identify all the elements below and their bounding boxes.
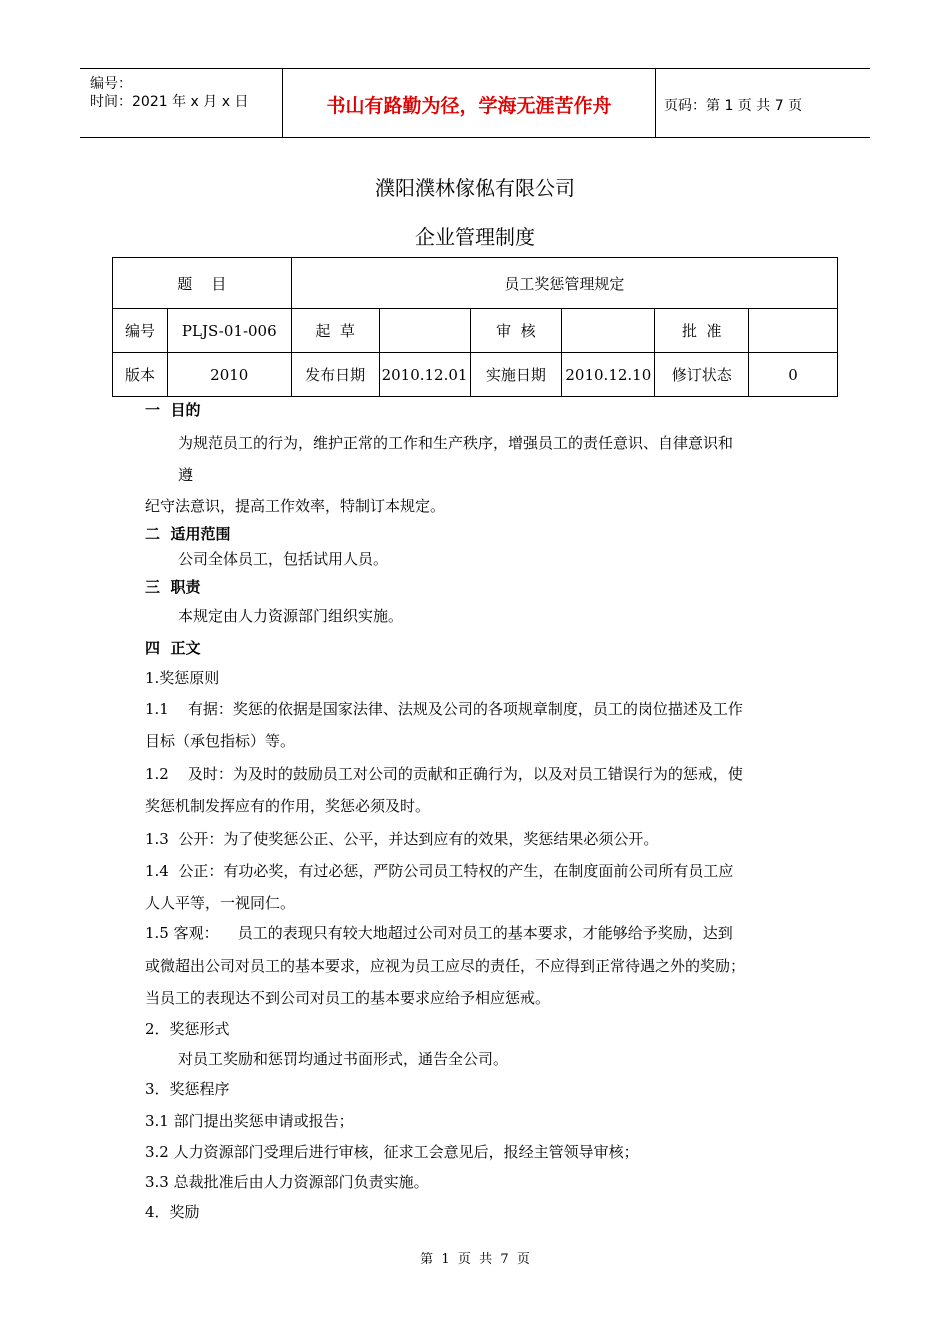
section-2-title: 二 适用范围 (145, 525, 231, 543)
list-item: 当员工的表现达不到公司对员工的基本要求应给予相应惩戒。 (145, 989, 551, 1007)
approver-value (749, 309, 838, 353)
title-value-cell (291, 258, 837, 309)
reviewer-label: 审 核 (470, 309, 562, 353)
list-item: 人人平等，一视同仁。 (145, 894, 296, 912)
list-item: 奖惩机制发挥应有的作用，奖惩必须及时。 (145, 797, 431, 815)
list-item: 3.2 人力资源部门受理后进行审核，征求工会意见后，报经主管领导审核； (145, 1143, 639, 1161)
list-item: 对员工奖励和惩罚均通过书面形式，通告全公司。 (178, 1050, 509, 1068)
publish-date-value: 2010.12.01 (379, 353, 470, 397)
paragraph: 遵 (178, 466, 194, 484)
motto-text: 书山有路勤为径，学海无涯苦作舟 (326, 95, 612, 117)
paragraph: 本规定由人力资源部门组织实施。 (178, 607, 404, 625)
time-label: 时间：2021 年 x 月 x 日 (90, 94, 249, 110)
list-item: 1.奖惩原则 (145, 669, 220, 687)
title-label-cell (113, 258, 292, 309)
number-value: PLJS-01-006 (167, 309, 291, 353)
header-right-cell (656, 69, 870, 137)
list-item: 1.3 公开：为了使奖惩公正、公平，并达到应有的效果，奖惩结果必须公开。 (145, 830, 659, 848)
list-item: 2．奖惩形式 (145, 1020, 230, 1038)
list-item: 1.2 及时：为及时的鼓励员工对公司的贡献和正确行为，以及对员工错误行为的惩戒，使 (145, 765, 743, 783)
page-header (80, 68, 870, 138)
list-item: 3．奖惩程序 (145, 1080, 230, 1098)
section-1-title: 一 目的 (145, 401, 201, 419)
document-info-table (112, 257, 838, 397)
paragraph: 纪守法意识，提高工作效率，特制订本规定。 (145, 497, 446, 515)
version-value: 2010 (167, 353, 291, 397)
section-4-title: 四 正文 (145, 639, 201, 657)
number-label: 编号 (113, 309, 168, 353)
revision-label: 修订状态 (655, 353, 749, 397)
drafter-value (379, 309, 470, 353)
document-title: 员工奖惩管理规定 (504, 274, 625, 293)
list-item: 4．奖励 (145, 1203, 200, 1221)
version-label: 版本 (113, 353, 168, 397)
list-item: 3.1 部门提出奖惩申请或报告； (145, 1112, 354, 1130)
document-type: 企业管理制度 (415, 225, 535, 249)
section-3-title: 三 职责 (145, 578, 201, 596)
list-item: 1.1 有据：奖惩的依据是国家法律、法规及公司的各项规章制度，员工的岗位描述及工作 (145, 700, 743, 718)
title-label: 题 目 (177, 274, 227, 293)
paragraph: 为规范员工的行为，维护正常的工作和生产秩序，增强员工的责任意识、自律意识和 (178, 434, 734, 452)
reviewer-value (562, 309, 655, 353)
revision-value: 0 (749, 353, 838, 397)
page-footer: 第 1 页 共 7 页 (420, 1252, 530, 1267)
implement-date-value: 2010.12.10 (562, 353, 655, 397)
paragraph: 公司全体员工，包括试用人员。 (178, 550, 389, 568)
implement-date-label: 实施日期 (470, 353, 562, 397)
approver-label: 批 准 (655, 309, 749, 353)
list-item: 1.4 公正：有功必奖，有过必惩，严防公司员工特权的产生，在制度面前公司所有员工应 (145, 862, 734, 880)
publish-date-label: 发布日期 (291, 353, 379, 397)
company-name: 濮阳濮林傢俬有限公司 (375, 176, 575, 200)
list-item: 1.5 客观： 员工的表现只有较大地超过公司对员工的基本要求，才能够给予奖励，达到 (145, 924, 733, 942)
drafter-label: 起 草 (291, 309, 379, 353)
header-left-cell (80, 69, 282, 137)
header-motto-cell (282, 69, 656, 137)
list-item: 3.3 总裁批准后由人力资源部门负责实施。 (145, 1173, 429, 1191)
list-item: 或微超出公司对员工的基本要求，应视为员工应尽的责任，不应得到正常待遇之外的奖励； (145, 957, 746, 975)
document-number-label: 编号： (90, 76, 132, 92)
page-code: 页码：第 1 页 共 7 页 (664, 98, 803, 114)
list-item: 目标（承包指标）等。 (145, 732, 296, 750)
